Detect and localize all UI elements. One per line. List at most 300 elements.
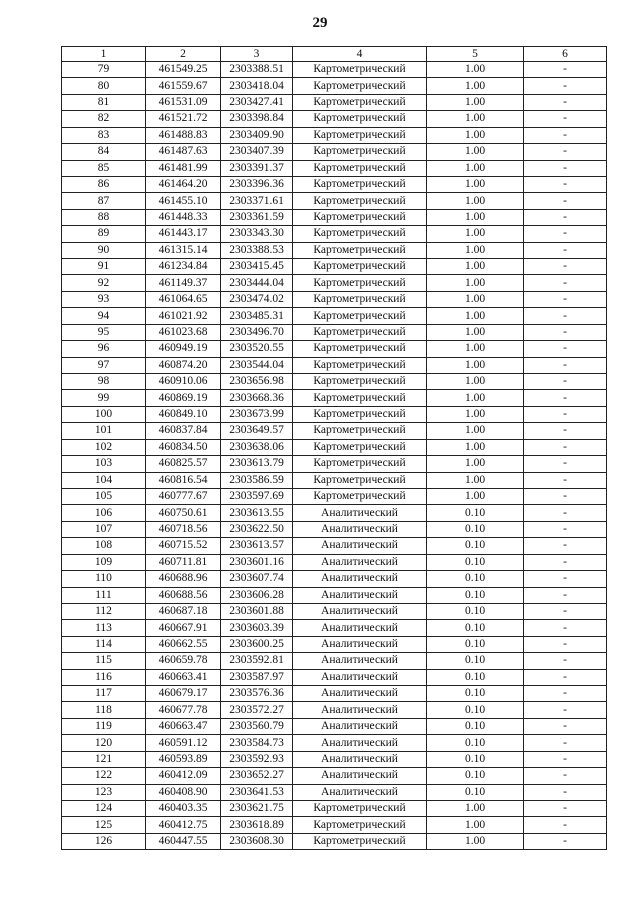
cell-accuracy: 1.00 — [427, 390, 524, 406]
cell-x-coordinate: 460869.19 — [146, 390, 221, 406]
cell-note: - — [524, 472, 607, 488]
cell-method: Картометрический — [293, 488, 427, 504]
cell-x-coordinate: 461481.99 — [146, 160, 221, 176]
cell-point-number: 86 — [62, 176, 146, 192]
cell-x-coordinate: 460677.78 — [146, 702, 221, 718]
cell-point-number: 105 — [62, 488, 146, 504]
cell-note: - — [524, 62, 607, 78]
cell-point-number: 119 — [62, 718, 146, 734]
table-row — [62, 226, 607, 242]
cell-accuracy: 0.10 — [427, 751, 524, 767]
cell-accuracy: 1.00 — [427, 833, 524, 849]
cell-x-coordinate: 460750.61 — [146, 505, 221, 521]
cell-point-number: 93 — [62, 291, 146, 307]
cell-method: Картометрический — [293, 406, 427, 422]
cell-y-coordinate: 2303668.36 — [221, 390, 293, 406]
table-row — [62, 176, 607, 192]
cell-point-number: 123 — [62, 784, 146, 800]
cell-note: - — [524, 735, 607, 751]
table-row — [62, 521, 607, 537]
cell-point-number: 91 — [62, 259, 146, 275]
cell-method: Аналитический — [293, 636, 427, 652]
table-row — [62, 357, 607, 373]
table-row — [62, 603, 607, 619]
cell-x-coordinate: 460949.19 — [146, 341, 221, 357]
cell-note: - — [524, 324, 607, 340]
cell-point-number: 82 — [62, 111, 146, 127]
cell-point-number: 125 — [62, 817, 146, 833]
cell-point-number: 109 — [62, 554, 146, 570]
cell-x-coordinate: 460816.54 — [146, 472, 221, 488]
cell-method: Картометрический — [293, 817, 427, 833]
table-row — [62, 406, 607, 422]
table-row — [62, 341, 607, 357]
cell-y-coordinate: 2303496.70 — [221, 324, 293, 340]
table-row — [62, 111, 607, 127]
cell-y-coordinate: 2303388.53 — [221, 242, 293, 258]
cell-y-coordinate: 2303592.93 — [221, 751, 293, 767]
table-row — [62, 423, 607, 439]
cell-y-coordinate: 2303343.30 — [221, 226, 293, 242]
cell-method: Картометрический — [293, 78, 427, 94]
cell-note: - — [524, 751, 607, 767]
cell-note: - — [524, 160, 607, 176]
cell-note: - — [524, 94, 607, 110]
cell-method: Картометрический — [293, 833, 427, 849]
cell-accuracy: 1.00 — [427, 62, 524, 78]
cell-note: - — [524, 817, 607, 833]
cell-y-coordinate: 2303371.61 — [221, 193, 293, 209]
cell-note: - — [524, 571, 607, 587]
cell-accuracy: 1.00 — [427, 341, 524, 357]
cell-point-number: 122 — [62, 768, 146, 784]
cell-method: Картометрический — [293, 374, 427, 390]
cell-point-number: 99 — [62, 390, 146, 406]
cell-method: Картометрический — [293, 193, 427, 209]
cell-y-coordinate: 2303652.27 — [221, 768, 293, 784]
cell-accuracy: 0.10 — [427, 603, 524, 619]
cell-accuracy: 1.00 — [427, 111, 524, 127]
table-row — [62, 193, 607, 209]
cell-note: - — [524, 193, 607, 209]
cell-accuracy: 1.00 — [427, 324, 524, 340]
cell-note: - — [524, 538, 607, 554]
cell-method: Аналитический — [293, 505, 427, 521]
cell-accuracy: 0.10 — [427, 735, 524, 751]
cell-y-coordinate: 2303621.75 — [221, 800, 293, 816]
cell-point-number: 83 — [62, 127, 146, 143]
cell-method: Картометрический — [293, 94, 427, 110]
cell-method: Аналитический — [293, 735, 427, 751]
table-row — [62, 94, 607, 110]
cell-method: Аналитический — [293, 554, 427, 570]
cell-x-coordinate: 461234.84 — [146, 259, 221, 275]
cell-point-number: 120 — [62, 735, 146, 751]
table-row — [62, 702, 607, 718]
table-row — [62, 275, 607, 291]
table-row — [62, 488, 607, 504]
cell-y-coordinate: 2303607.74 — [221, 571, 293, 587]
cell-x-coordinate: 461559.67 — [146, 78, 221, 94]
table-row — [62, 538, 607, 554]
table-row — [62, 472, 607, 488]
cell-y-coordinate: 2303409.90 — [221, 127, 293, 143]
cell-method: Картометрический — [293, 800, 427, 816]
cell-y-coordinate: 2303388.51 — [221, 62, 293, 78]
cell-x-coordinate: 460679.17 — [146, 686, 221, 702]
cell-point-number: 87 — [62, 193, 146, 209]
cell-method: Аналитический — [293, 538, 427, 554]
cell-point-number: 96 — [62, 341, 146, 357]
table-row — [62, 127, 607, 143]
cell-accuracy: 1.00 — [427, 291, 524, 307]
table-row — [62, 669, 607, 685]
cell-y-coordinate: 2303622.50 — [221, 521, 293, 537]
cell-point-number: 112 — [62, 603, 146, 619]
table-row — [62, 374, 607, 390]
cell-note: - — [524, 603, 607, 619]
cell-point-number: 97 — [62, 357, 146, 373]
cell-method: Аналитический — [293, 702, 427, 718]
cell-note: - — [524, 259, 607, 275]
cell-note: - — [524, 620, 607, 636]
cell-method: Картометрический — [293, 111, 427, 127]
cell-method: Картометрический — [293, 324, 427, 340]
cell-accuracy: 0.10 — [427, 768, 524, 784]
cell-note: - — [524, 833, 607, 849]
cell-accuracy: 0.10 — [427, 554, 524, 570]
cell-x-coordinate: 460688.96 — [146, 571, 221, 587]
cell-note: - — [524, 406, 607, 422]
cell-method: Картометрический — [293, 275, 427, 291]
cell-note: - — [524, 702, 607, 718]
cell-point-number: 108 — [62, 538, 146, 554]
cell-accuracy: 1.00 — [427, 456, 524, 472]
cell-method: Картометрический — [293, 357, 427, 373]
cell-x-coordinate: 461488.83 — [146, 127, 221, 143]
table-row — [62, 439, 607, 455]
cell-y-coordinate: 2303544.04 — [221, 357, 293, 373]
cell-x-coordinate: 460667.91 — [146, 620, 221, 636]
cell-x-coordinate: 460874.20 — [146, 357, 221, 373]
cell-y-coordinate: 2303418.04 — [221, 78, 293, 94]
cell-method: Аналитический — [293, 718, 427, 734]
cell-point-number: 88 — [62, 209, 146, 225]
cell-accuracy: 1.00 — [427, 144, 524, 160]
cell-x-coordinate: 461149.37 — [146, 275, 221, 291]
cell-point-number: 94 — [62, 308, 146, 324]
cell-method: Картометрический — [293, 439, 427, 455]
table-row — [62, 554, 607, 570]
cell-accuracy: 1.00 — [427, 423, 524, 439]
cell-note: - — [524, 686, 607, 702]
cell-x-coordinate: 460910.06 — [146, 374, 221, 390]
cell-accuracy: 1.00 — [427, 193, 524, 209]
cell-note: - — [524, 521, 607, 537]
table-row — [62, 390, 607, 406]
column-header-method: 4 — [293, 47, 427, 62]
cell-accuracy: 1.00 — [427, 439, 524, 455]
cell-point-number: 116 — [62, 669, 146, 685]
table-header-row — [62, 47, 607, 62]
cell-method: Картометрический — [293, 176, 427, 192]
cell-point-number: 111 — [62, 587, 146, 603]
cell-note: - — [524, 587, 607, 603]
cell-x-coordinate: 461521.72 — [146, 111, 221, 127]
cell-point-number: 81 — [62, 94, 146, 110]
cell-note: - — [524, 291, 607, 307]
cell-y-coordinate: 2303613.55 — [221, 505, 293, 521]
cell-note: - — [524, 111, 607, 127]
cell-accuracy: 1.00 — [427, 275, 524, 291]
cell-x-coordinate: 461531.09 — [146, 94, 221, 110]
cell-method: Картометрический — [293, 341, 427, 357]
table-row — [62, 259, 607, 275]
cell-note: - — [524, 768, 607, 784]
cell-accuracy: 0.10 — [427, 636, 524, 652]
table-row — [62, 735, 607, 751]
cell-accuracy: 1.00 — [427, 800, 524, 816]
cell-accuracy: 1.00 — [427, 242, 524, 258]
cell-point-number: 124 — [62, 800, 146, 816]
table-row — [62, 144, 607, 160]
cell-accuracy: 1.00 — [427, 78, 524, 94]
cell-method: Картометрический — [293, 423, 427, 439]
column-header-y-coordinate: 3 — [221, 47, 293, 62]
cell-point-number: 104 — [62, 472, 146, 488]
cell-point-number: 79 — [62, 62, 146, 78]
cell-x-coordinate: 460408.90 — [146, 784, 221, 800]
cell-point-number: 106 — [62, 505, 146, 521]
cell-method: Картометрический — [293, 291, 427, 307]
cell-x-coordinate: 460447.55 — [146, 833, 221, 849]
cell-accuracy: 1.00 — [427, 488, 524, 504]
cell-method: Аналитический — [293, 768, 427, 784]
cell-y-coordinate: 2303572.27 — [221, 702, 293, 718]
cell-y-coordinate: 2303673.99 — [221, 406, 293, 422]
table-row — [62, 817, 607, 833]
cell-x-coordinate: 460688.56 — [146, 587, 221, 603]
table-row — [62, 784, 607, 800]
table-row — [62, 242, 607, 258]
cell-point-number: 101 — [62, 423, 146, 439]
table-row — [62, 768, 607, 784]
table-row — [62, 62, 607, 78]
cell-accuracy: 0.10 — [427, 686, 524, 702]
cell-x-coordinate: 460412.09 — [146, 768, 221, 784]
cell-y-coordinate: 2303601.16 — [221, 554, 293, 570]
cell-x-coordinate: 460849.10 — [146, 406, 221, 422]
cell-y-coordinate: 2303608.30 — [221, 833, 293, 849]
table-row — [62, 456, 607, 472]
column-header-point-number: 1 — [62, 47, 146, 62]
cell-method: Картометрический — [293, 390, 427, 406]
column-header-accuracy: 5 — [427, 47, 524, 62]
cell-point-number: 115 — [62, 653, 146, 669]
cell-point-number: 90 — [62, 242, 146, 258]
cell-point-number: 85 — [62, 160, 146, 176]
cell-point-number: 114 — [62, 636, 146, 652]
cell-y-coordinate: 2303576.36 — [221, 686, 293, 702]
table-row — [62, 636, 607, 652]
cell-note: - — [524, 374, 607, 390]
cell-y-coordinate: 2303474.02 — [221, 291, 293, 307]
cell-accuracy: 0.10 — [427, 702, 524, 718]
cell-method: Картометрический — [293, 242, 427, 258]
cell-point-number: 80 — [62, 78, 146, 94]
cell-method: Картометрический — [293, 308, 427, 324]
cell-note: - — [524, 357, 607, 373]
cell-y-coordinate: 2303600.25 — [221, 636, 293, 652]
cell-y-coordinate: 2303587.97 — [221, 669, 293, 685]
cell-accuracy: 1.00 — [427, 176, 524, 192]
cell-accuracy: 0.10 — [427, 653, 524, 669]
table-row — [62, 751, 607, 767]
cell-accuracy: 1.00 — [427, 94, 524, 110]
cell-accuracy: 1.00 — [427, 127, 524, 143]
cell-note: - — [524, 390, 607, 406]
cell-method: Картометрический — [293, 127, 427, 143]
cell-note: - — [524, 226, 607, 242]
coordinates-table — [61, 46, 607, 850]
table-row — [62, 653, 607, 669]
cell-accuracy: 1.00 — [427, 259, 524, 275]
cell-method: Аналитический — [293, 653, 427, 669]
table-row — [62, 718, 607, 734]
cell-y-coordinate: 2303391.37 — [221, 160, 293, 176]
cell-note: - — [524, 144, 607, 160]
cell-method: Картометрический — [293, 472, 427, 488]
cell-x-coordinate: 461023.68 — [146, 324, 221, 340]
cell-note: - — [524, 423, 607, 439]
cell-y-coordinate: 2303586.59 — [221, 472, 293, 488]
cell-point-number: 118 — [62, 702, 146, 718]
cell-method: Аналитический — [293, 686, 427, 702]
table-body — [62, 47, 607, 850]
cell-point-number: 89 — [62, 226, 146, 242]
cell-x-coordinate: 460711.81 — [146, 554, 221, 570]
cell-x-coordinate: 460834.50 — [146, 439, 221, 455]
cell-x-coordinate: 460591.12 — [146, 735, 221, 751]
cell-point-number: 113 — [62, 620, 146, 636]
cell-y-coordinate: 2303592.81 — [221, 653, 293, 669]
cell-note: - — [524, 718, 607, 734]
cell-method: Картометрический — [293, 160, 427, 176]
cell-method: Аналитический — [293, 571, 427, 587]
cell-y-coordinate: 2303584.73 — [221, 735, 293, 751]
cell-accuracy: 0.10 — [427, 538, 524, 554]
cell-point-number: 121 — [62, 751, 146, 767]
cell-note: - — [524, 176, 607, 192]
cell-accuracy: 0.10 — [427, 505, 524, 521]
cell-accuracy: 1.00 — [427, 226, 524, 242]
cell-point-number: 117 — [62, 686, 146, 702]
cell-note: - — [524, 439, 607, 455]
cell-method: Аналитический — [293, 784, 427, 800]
column-header-x-coordinate: 2 — [146, 47, 221, 62]
cell-x-coordinate: 460718.56 — [146, 521, 221, 537]
cell-x-coordinate: 460663.41 — [146, 669, 221, 685]
cell-method: Картометрический — [293, 456, 427, 472]
cell-note: - — [524, 341, 607, 357]
cell-y-coordinate: 2303603.39 — [221, 620, 293, 636]
cell-method: Аналитический — [293, 751, 427, 767]
cell-note: - — [524, 636, 607, 652]
cell-y-coordinate: 2303485.31 — [221, 308, 293, 324]
cell-x-coordinate: 461487.63 — [146, 144, 221, 160]
table-row — [62, 209, 607, 225]
cell-x-coordinate: 460662.55 — [146, 636, 221, 652]
cell-method: Картометрический — [293, 259, 427, 275]
cell-accuracy: 1.00 — [427, 472, 524, 488]
table-row — [62, 78, 607, 94]
cell-note: - — [524, 78, 607, 94]
table-row — [62, 324, 607, 340]
cell-x-coordinate: 461455.10 — [146, 193, 221, 209]
table-row — [62, 308, 607, 324]
cell-method: Аналитический — [293, 669, 427, 685]
cell-note: - — [524, 456, 607, 472]
cell-accuracy: 0.10 — [427, 669, 524, 685]
cell-method: Картометрический — [293, 62, 427, 78]
cell-method: Аналитический — [293, 620, 427, 636]
cell-x-coordinate: 460715.52 — [146, 538, 221, 554]
cell-x-coordinate: 461464.20 — [146, 176, 221, 192]
cell-accuracy: 0.10 — [427, 521, 524, 537]
cell-accuracy: 0.10 — [427, 571, 524, 587]
cell-accuracy: 1.00 — [427, 357, 524, 373]
cell-accuracy: 0.10 — [427, 718, 524, 734]
cell-x-coordinate: 461064.65 — [146, 291, 221, 307]
cell-y-coordinate: 2303601.88 — [221, 603, 293, 619]
cell-point-number: 103 — [62, 456, 146, 472]
table-row — [62, 800, 607, 816]
table-row — [62, 571, 607, 587]
cell-method: Аналитический — [293, 587, 427, 603]
cell-point-number: 92 — [62, 275, 146, 291]
cell-y-coordinate: 2303641.53 — [221, 784, 293, 800]
cell-note: - — [524, 275, 607, 291]
cell-x-coordinate: 460403.35 — [146, 800, 221, 816]
cell-accuracy: 1.00 — [427, 308, 524, 324]
cell-x-coordinate: 460777.67 — [146, 488, 221, 504]
cell-y-coordinate: 2303396.36 — [221, 176, 293, 192]
cell-y-coordinate: 2303427.41 — [221, 94, 293, 110]
page-number: 29 — [312, 15, 328, 31]
cell-accuracy: 1.00 — [427, 374, 524, 390]
cell-point-number: 110 — [62, 571, 146, 587]
table-row — [62, 160, 607, 176]
cell-point-number: 84 — [62, 144, 146, 160]
cell-y-coordinate: 2303560.79 — [221, 718, 293, 734]
cell-note: - — [524, 242, 607, 258]
cell-accuracy: 0.10 — [427, 784, 524, 800]
cell-note: - — [524, 488, 607, 504]
cell-x-coordinate: 461549.25 — [146, 62, 221, 78]
table-row — [62, 291, 607, 307]
cell-note: - — [524, 784, 607, 800]
cell-note: - — [524, 308, 607, 324]
cell-point-number: 100 — [62, 406, 146, 422]
cell-accuracy: 1.00 — [427, 817, 524, 833]
table-row — [62, 587, 607, 603]
cell-x-coordinate: 461315.14 — [146, 242, 221, 258]
cell-x-coordinate: 460687.18 — [146, 603, 221, 619]
cell-y-coordinate: 2303638.06 — [221, 439, 293, 455]
table-row — [62, 505, 607, 521]
table-row — [62, 620, 607, 636]
cell-point-number: 98 — [62, 374, 146, 390]
